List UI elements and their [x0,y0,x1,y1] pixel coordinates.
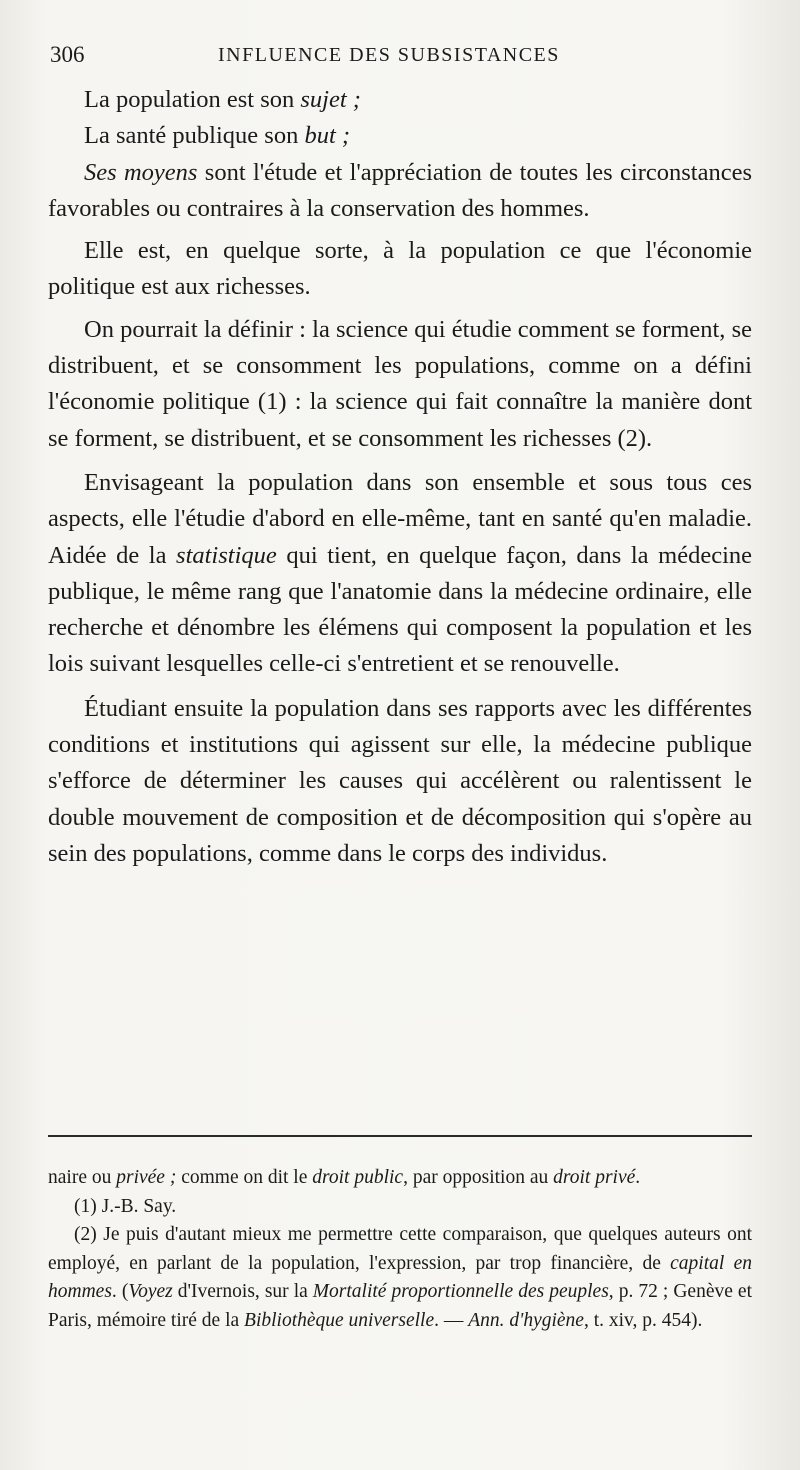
page-number: 306 [50,42,85,67]
text-span: comme on dit le [176,1167,313,1188]
paragraph-analogy: Elle est, en quelque sorte, à la population ce que l'économie politique est aux richesses. [48,237,752,301]
paragraph-means [48,155,752,228]
text-span: . [635,1167,641,1188]
footnote-continuation [48,1164,752,1193]
italic-span: Bibliothèque universelle [244,1309,435,1331]
paragraph-statistics [48,465,752,683]
italic-span: Ann. d'hygiène [468,1309,584,1331]
text-span: La population est son [84,86,301,113]
text-span: Envisageant la population dans son ensemble et sous tous ces aspects, elle l'étudie d'abord en elle-même, tant en santé qu'en maladie. Aidée de la [48,468,752,569]
italic-span: droit privé [553,1167,636,1188]
text-span: naire ou [48,1167,117,1188]
text-span: (2) Je puis d'autant mieux me permettre cette comparaison, que quelques auteurs ont employé, en parlant de la population, l'expression, par trop financière, de [48,1224,752,1274]
footnote-2 [48,1221,752,1335]
text-span: . ( [111,1281,129,1302]
italic-span: capital en hommes [48,1252,752,1302]
running-title: INFLUENCE DES SUBSISTANCES [218,44,560,66]
footnote-1: (1) J.-B. Say. [74,1195,177,1217]
body-text [48,82,752,872]
italic-span: Mortalité proportionnelle des peuples [312,1281,609,1302]
italic-span: Voyez [128,1281,173,1302]
paragraph-institutions: Étudiant ensuite la population dans ses rapports avec les différentes conditions et institutions qui agissent sur elle, la médecine publique s'efforce de déterminer les causes qui accélèrent ou ralentissent le double mouvement de composition et de décomposition qui s'opère au sein des populations, comme dans le corps des individus. [48,694,752,867]
text-span: La santé publique son [84,122,305,150]
italic-span: droit public [312,1167,404,1188]
text-span: , p. 72 ; Genève et Paris, mémoire tiré de la [48,1281,752,1331]
footnotes [48,1164,752,1335]
text-span: sont l'étude et l'appréciation de toutes les circonstances favorables ou contraires à la conservation des hommes. [48,158,753,222]
text-span: qui tient, en quelque façon, dans la médecine publique, le même rang que l'anatomie dans la médecine ordinaire, elle recherche et dénombre les élémens qui composent la population et les lois suivant lesquelles celle-ci s'entretient et se renouvelle. [48,541,752,678]
paragraph-subject [48,82,752,118]
paragraph-definition: On pourrait la définir : la science qui étudie comment se forment, se distribuent, et se consomment les populations, comme on a défini l'économie politique (1) : la science qui fait connaître la manière dont se forment, se distribuent, et se consomment les richesses (2). [48,315,752,452]
text-span: d'Ivernois, sur la [172,1281,313,1302]
italic-span: but ; [304,122,351,150]
text-span: . — [434,1309,469,1331]
italic-span: privée ; [116,1167,177,1188]
text-span: , par opposition au [403,1167,554,1188]
italic-span: sujet ; [300,86,361,113]
footnote-divider [48,1135,752,1137]
italic-span: statistique [176,541,277,569]
text-span: , t. xiv, p. 454). [583,1309,703,1331]
page-header [50,42,750,76]
italic-span: Ses moyens [84,158,198,186]
paragraph-goal [48,118,752,154]
